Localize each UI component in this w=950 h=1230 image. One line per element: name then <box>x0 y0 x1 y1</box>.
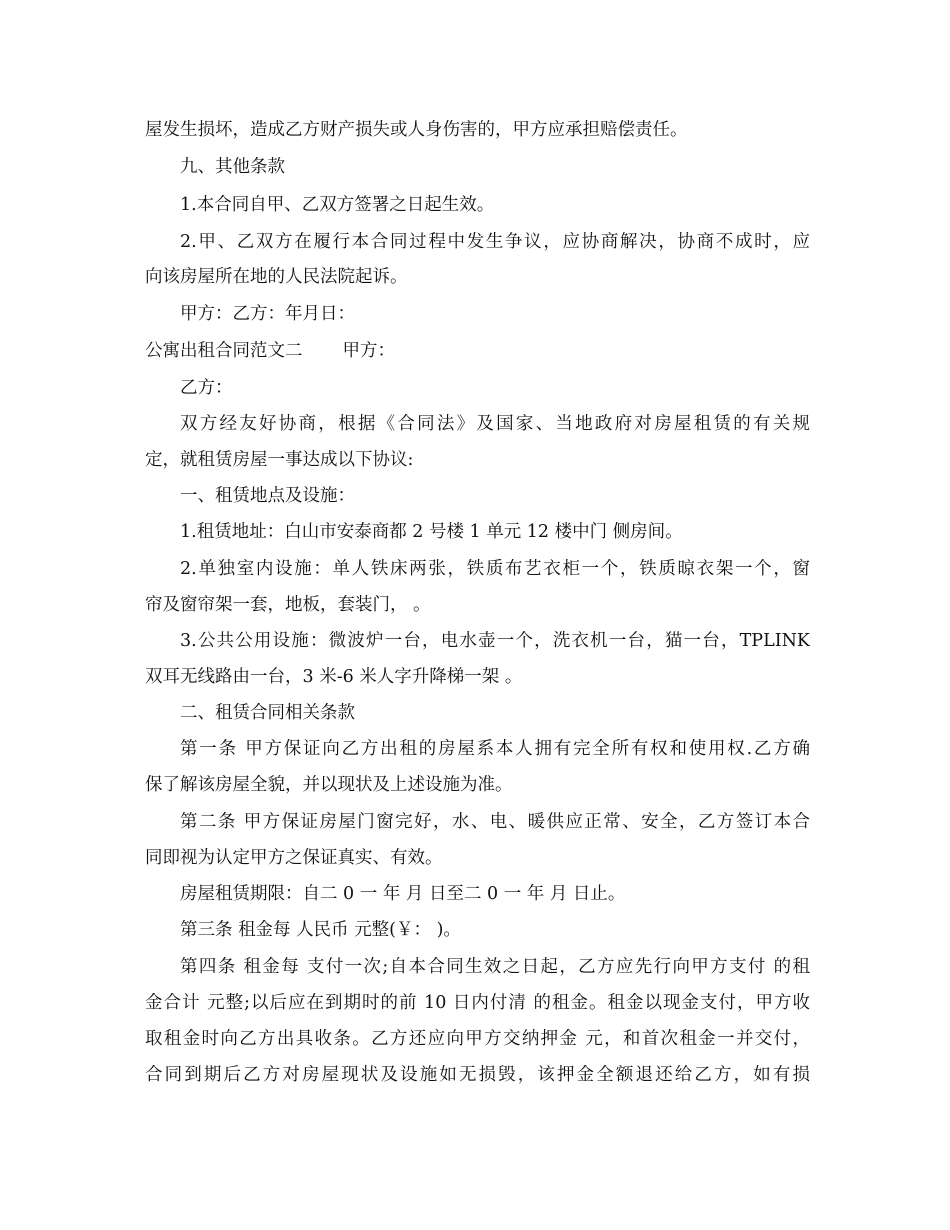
text-line: 帘及窗帘架一套，地板，套装门， 。 <box>145 595 431 615</box>
text-line: 2.甲、乙双方在履行本合同过程中发生争议，应协商解决，协商不成时，应 <box>180 232 810 252</box>
text-line: 同即视为认定甲方之保证真实、有效。 <box>145 848 443 868</box>
party-b-label: 乙方： <box>180 378 233 398</box>
text-line: 第一条 甲方保证向乙方出租的房屋系本人拥有完全所有权和使用权.乙方确 <box>180 739 810 759</box>
signature-line: 甲方：乙方：年月日： <box>180 304 355 324</box>
text-line: 屋发生损坏，造成乙方财产损失或人身伤害的，甲方应承担赔偿责任。 <box>145 120 688 140</box>
party-a-label: 甲方： <box>342 341 395 361</box>
text-line: 双耳无线路由一台，3 米-6 米人字升降梯一架 。 <box>145 667 523 687</box>
text-line: 合同到期后乙方对房屋现状及设施如无损毁，该押金全额退还给乙方，如有损 <box>145 1065 810 1085</box>
text-line: 向该房屋所在地的人民法院起诉。 <box>145 267 408 287</box>
text-line: 金合计 元整;以后应在到期时的前 10 日内付清 的租金。租金以现金支付，甲方收 <box>145 993 810 1013</box>
text-line: 2.单独室内设施：单人铁床两张，铁质布艺衣柜一个，铁质晾衣架一个，窗 <box>180 559 810 579</box>
section-heading: 一、租赁地点及设施： <box>180 486 355 506</box>
text-line: 定，就租赁房屋一事达成以下协议: <box>145 450 414 470</box>
text-line: 1.租赁地址：白山市安泰商都 2 号楼 1 单元 12 楼中门 侧房间。 <box>180 522 683 542</box>
text-line: 1.本合同自甲、乙双方签署之日起生效。 <box>180 195 495 215</box>
contract-title: 公寓出租合同范文二 <box>145 341 303 361</box>
text-line: 房屋租赁期限：自二 0 一 年 月 日至二 0 一 年 月 日止。 <box>180 884 626 904</box>
text-line: 双方经友好协商，根据《合同法》及国家、当地政府对房屋租赁的有关规 <box>180 414 810 434</box>
text-line: 保了解该房屋全貌，并以现状及上述设施为准。 <box>145 775 513 795</box>
contract-title-line <box>145 339 810 363</box>
text-line: 第二条 甲方保证房屋门窗完好，水、电、暖供应正常、安全，乙方签订本合 <box>180 812 810 832</box>
text-line: 取租金时向乙方出具收条。乙方还应向甲方交纳押金 元，和首次租金一并交付， <box>145 1029 810 1049</box>
text-line: 第三条 租金每 人民币 元整(￥： )。 <box>180 920 461 940</box>
text-line: 3.公共公用设施：微波炉一台，电水壶一个，洗衣机一台，猫一台，TPLINK <box>180 631 810 651</box>
text-line: 第四条 租金每 支付一次;自本合同生效之日起，乙方应先行向甲方支付 的租 <box>180 957 810 977</box>
section-heading: 二、租赁合同相关条款 <box>180 703 355 723</box>
section-heading: 九、其他条款 <box>180 157 285 177</box>
